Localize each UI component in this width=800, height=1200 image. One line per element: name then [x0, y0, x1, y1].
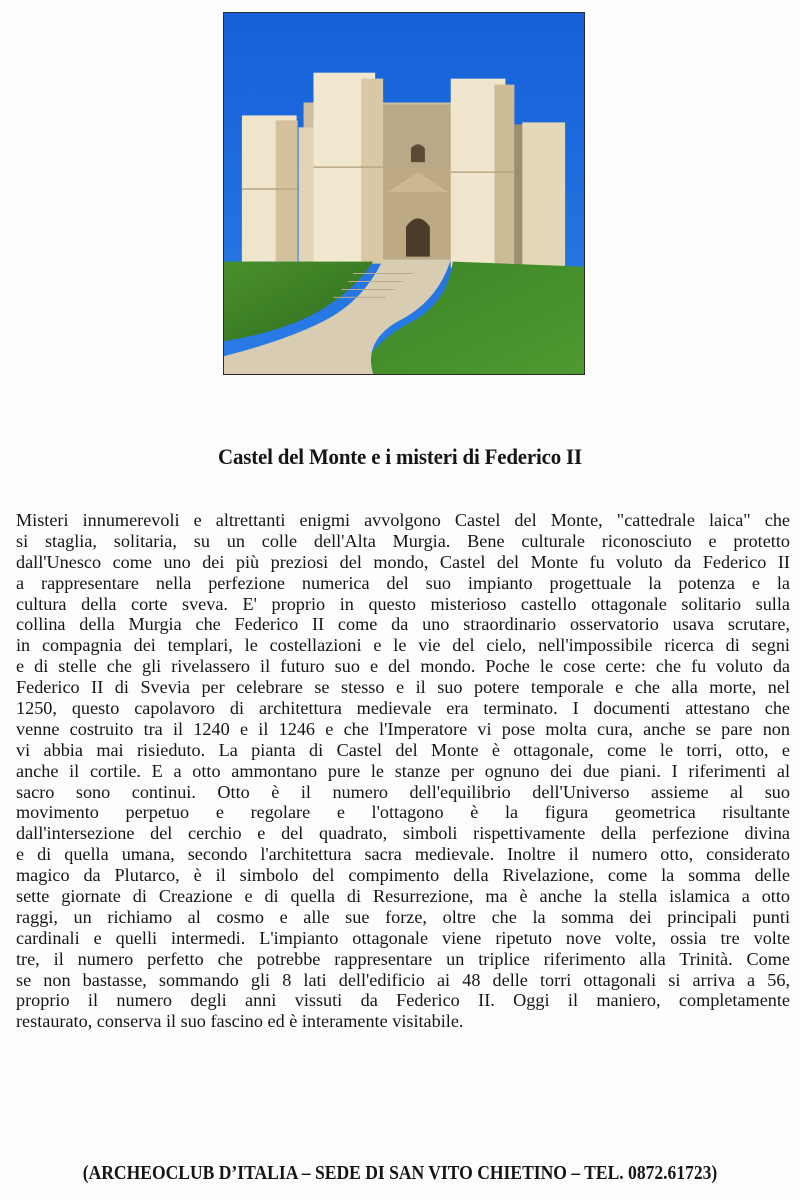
body-line: restaurato, conserva il suo fascino ed è interamente visitabile. — [16, 1011, 464, 1032]
body-line: tre, il numero perfetto che potrebbe rappresentare un triplice riferimento alla Trinità. Come — [16, 948, 790, 969]
body-line: sette giornate di Creazione e di quella di Resurrezione, ma è anche la stella islamica a otto — [16, 886, 790, 907]
body-line: Federico II di Svevia per celebrare se stesso e il suo potere temporale e che alla morte, nel — [16, 677, 790, 698]
body-line: dall'intersezione del cerchio e del quadrato, simboli rispettivamente della perfezione divina — [16, 823, 790, 844]
body-line: raggi, un richiamo al cosmo e alle sue forze, oltre che la somma dei principali punti — [16, 906, 790, 927]
body-line: se non bastasse, sommando gli 8 lati dell'edificio ai 48 delle torri ottagonali si arriva a 56, — [16, 969, 790, 990]
body-line: Misteri innumerevoli e altrettanti enigmi avvolgono Castel del Monte, "cattedrale laica" che — [16, 510, 790, 530]
body-line: e di quella umana, secondo l'architettura sacra medievale. Inoltre il numero otto, considerato — [16, 844, 790, 865]
body-line: in compagnia dei templari, le costellazioni e le vie del cielo, nell'impossibile ricerca di segni — [16, 635, 790, 656]
body-line: collina della Murgia che Federico II come da uno straordinario osservatorio usava scrutare, — [16, 614, 790, 635]
body-line: movimento perpetuo e regolare e l'ottagono è la figura geometrica risultante — [16, 802, 790, 823]
body-line: magico da Plutarco, è il simbolo del compimento della Rivelazione, come la somma delle — [16, 865, 790, 886]
body-line: cultura della corte sveva. E' proprio in questo misterioso castello ottagonale solitario sulla — [16, 593, 790, 614]
footer-contact: (ARCHEOCLUB D’ITALIA – SEDE DI SAN VITO CHIETINO – TEL. 0872.61723) — [82, 1163, 718, 1184]
body-line: si staglia, solitaria, su un colle dell'Alta Murgia. Bene culturale riconosciuto e protetto — [16, 530, 790, 551]
body-line: dall'Unesco come uno dei più preziosi del mondo, Castel del Monte fu voluto da Federico II — [16, 551, 790, 572]
castle-photo — [223, 12, 585, 375]
doorway — [406, 218, 430, 256]
body-line: cardinali e quelli intermedi. L'impianto ottagonale viene ripetuto nove volte, ossia tre volte — [16, 927, 790, 948]
body-line: sacro sono continui. Otto è il numero dell'equilibrio dell'Universo assieme al suo — [16, 781, 790, 802]
body-line: proprio il numero degli anni vissuti da Federico II. Oggi il maniero, completamente — [16, 990, 790, 1011]
castle-illustration — [224, 13, 584, 374]
body-line: a rappresentare nella perfezione numerica del suo impianto progettuale la potenza e la — [16, 572, 790, 593]
article-body — [16, 510, 790, 1032]
body-line: e di stelle che gli rivelassero il futuro suo e del mondo. Poche le cose certe: che fu voluto da — [16, 656, 790, 677]
body-line: venne costruito tra il 1240 e il 1246 e che l'Imperatore vi pose molta cura, anche se pare non — [16, 718, 790, 739]
page-title: Castel del Monte e i misteri di Federico II — [218, 444, 582, 469]
body-line: vi abbia mai risieduto. La pianta di Castel del Monte è ottagonale, come le torri, otto, e — [16, 739, 790, 760]
tower-right — [522, 122, 565, 269]
body-line: 1250, questo capolavoro di architettura medievale era terminato. I documenti attestano che — [16, 698, 790, 719]
body-line: anche il cortile. E a otto ammontano pure le stanze per ognuno dei due piani. I riferimenti al — [16, 760, 790, 781]
